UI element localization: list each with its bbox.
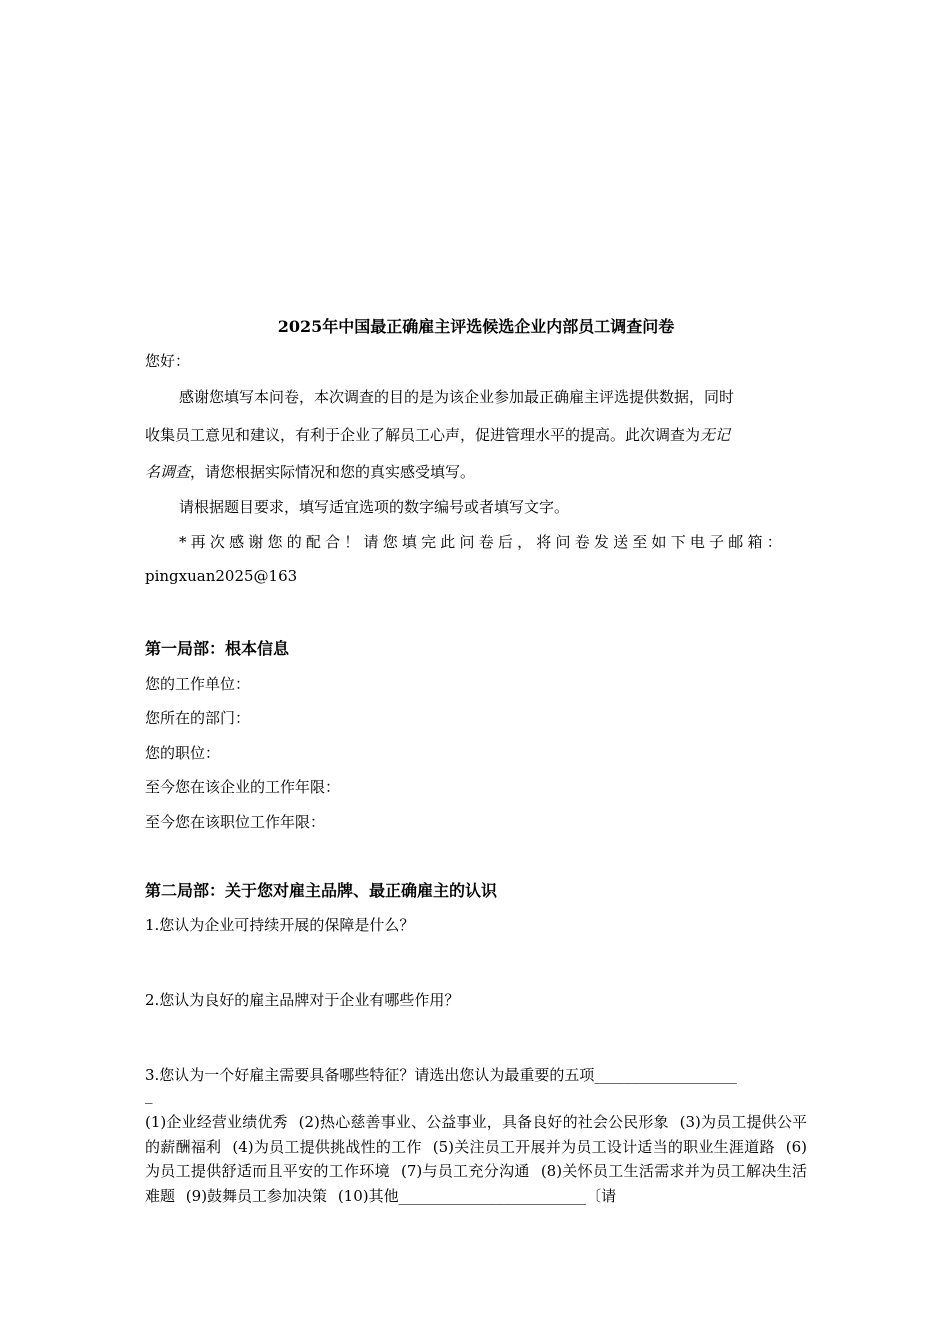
question-2: 2.您认为良好的雇主品牌对于企业有哪些作用？	[145, 991, 460, 1009]
section1-heading: 第一局部：根本信息	[145, 639, 290, 658]
option-9: (9)鼓舞员工参加决策	[185, 1186, 328, 1205]
option-2: (2)热心慈善事业、公益事业，具备良好的社会公民形象	[298, 1113, 669, 1131]
field-position-tenure: 至今您在该职位工作年限：	[145, 813, 326, 831]
option-1: (1)企业经营业绩优秀	[145, 1113, 288, 1131]
option-5: (5)关注员工开展并为员工设计适当的职业生涯道路	[432, 1137, 775, 1156]
question-3-options	[145, 1110, 807, 1208]
greeting: 您好：	[145, 352, 191, 370]
option-10: (10)其他_________________________〔请	[337, 1186, 617, 1205]
field-position: 您的职位：	[145, 744, 221, 762]
intro-line-2	[145, 424, 730, 445]
question-3-continuation: _	[145, 1086, 153, 1104]
field-work-unit: 您的工作单位：	[145, 675, 251, 693]
section2-heading: 第二局部：关于您对雇主品牌、最正确雇主的认识	[145, 881, 498, 900]
thanks-line: *再次感谢您的配合！请您填完此问卷后，将问卷发送至如下电子邮箱：	[179, 533, 786, 551]
field-company-tenure: 至今您在该企业的工作年限：	[145, 778, 341, 796]
document-title: 2025年中国最正确雇主评选候选企业内部员工调查问卷	[277, 317, 675, 336]
email-address: pingxuan2025@163	[145, 567, 298, 585]
intro-line-3-text: ，请您根据实际情况和您的真实感受填写。	[190, 463, 476, 481]
option-7: (7)与员工充分沟通	[401, 1162, 530, 1180]
intro-line-2-italic: 无记	[700, 426, 731, 444]
intro-line-1: 感谢您填写本问卷，本次调查的目的是为该企业参加最正确雇主评选提供数据，同时	[179, 388, 735, 406]
intro-line-3	[145, 461, 475, 482]
instruction-line: 请根据题目要求，填写适宜选项的数字编号或者填写文字。	[179, 498, 570, 516]
intro-line-3-italic: 名调查	[145, 463, 191, 481]
field-department: 您所在的部门：	[145, 709, 251, 727]
intro-line-2-text: 收集员工意见和建议，有利于企业了解员工心声，促进管理水平的提高。此次调查为	[145, 426, 701, 444]
question-3: 3.您认为一个好雇主需要具备哪些特征？请选出您认为最重要的五项___________________	[145, 1066, 737, 1084]
option-6: (6)为员工提供舒适而且平安的工作环境	[145, 1137, 807, 1180]
option-3: (3)为员工提供公平的薪酬福利	[145, 1113, 808, 1156]
option-8: (8)关怀员工生活需求并为员工解决生活难题	[145, 1162, 807, 1205]
option-4: (4)为员工提供挑战性的工作	[232, 1137, 422, 1156]
question-1: 1.您认为企业可持续开展的保障是什么？	[145, 916, 415, 934]
